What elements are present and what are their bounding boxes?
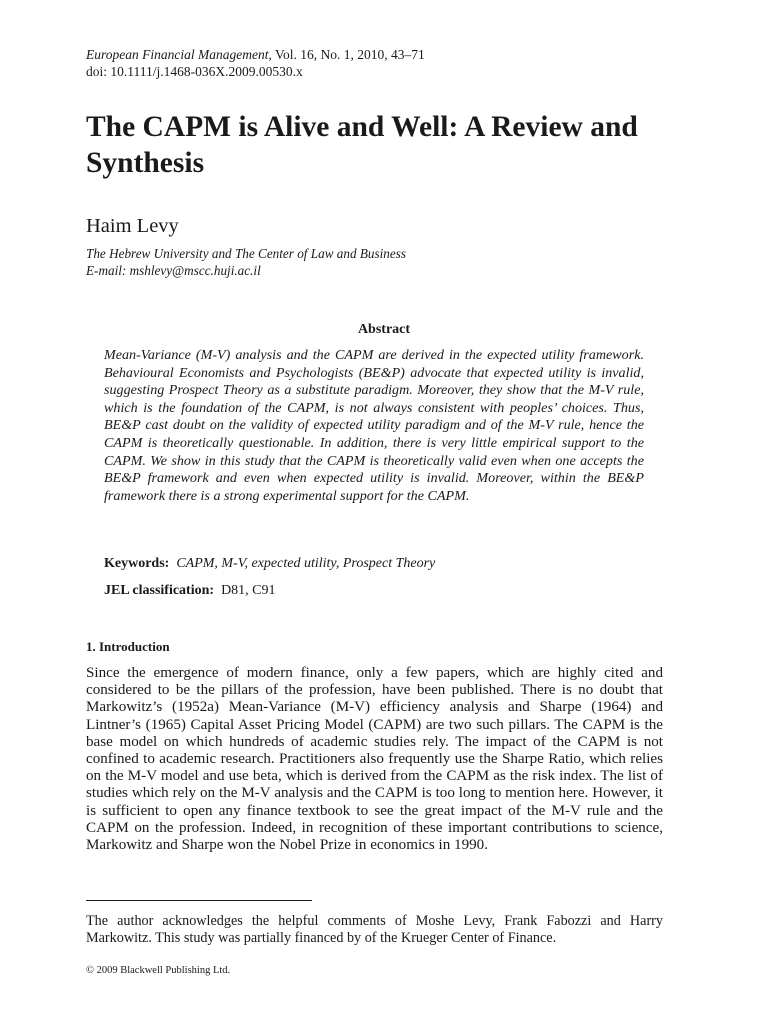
abstract-body: Mean-Variance (M-V) analysis and the CAPM are derived in the expected utility framework. Behavioural Economists and Psychologists (BE&P) advocate that expected utility is invalid, suggesting Prospect Theory as a substitute paradigm. Moreover, they show that the M-V rule, which is the foundation of the CAPM, is not always consistent with peoples’ choices. Thus, BE&P cast doubt on the validity of expected utility paradigm and of the M-V rule, hence the CAPM is theoretically questionable. In addition, there is very little empirical support to the CAPM. We show in this study that the CAPM is theoretically valid even when one accepts the BE&P framework and even when expected utility is invalid. Moreover, within the BE&P framework there is a strong experimental support for the CAPM. bbox=[104, 347, 644, 504]
copyright: © 2009 Blackwell Publishing Ltd. bbox=[86, 965, 231, 976]
doi: doi: 10.1111/j.1468-036X.2009.00530.x bbox=[86, 64, 303, 79]
journal-reference bbox=[86, 46, 425, 80]
author-name: Haim Levy bbox=[86, 215, 179, 237]
abstract-heading: Abstract bbox=[357, 322, 411, 337]
section-heading: 1. Introduction bbox=[86, 639, 170, 654]
keywords-label: Keywords: bbox=[104, 556, 170, 571]
journal-citation-line bbox=[86, 46, 425, 63]
affiliation: The Hebrew University and The Center of Law and Business bbox=[86, 246, 407, 261]
keywords-value: CAPM, M-V, expected utility, Prospect Theory bbox=[176, 556, 436, 571]
journal-name: European Financial Management bbox=[86, 47, 269, 62]
keywords bbox=[104, 555, 435, 573]
footnote-divider bbox=[86, 900, 312, 901]
jel-classification bbox=[104, 582, 276, 600]
jel-label: JEL classification: bbox=[104, 583, 215, 598]
email: E-mail: mshlevy@mscc.huji.ac.il bbox=[86, 263, 261, 278]
introduction-paragraph: Since the emergence of modern finance, only a few papers, which are highly cited and considered to be the pillars of the profession, have been published. There is no doubt that Markowitz’s (1952a) Mean-Variance (M-V) efficiency analysis and Sharpe (1964) and Lintner’s (1965) Capital Asset Pricing Model (CAPM) are two such pillars. The CAPM is the base model on which hundreds of academic studies rely. The impact of the CAPM is not confined to academic research. Practitioners also frequently use the Sharpe Ratio, which relies on the M-V model and use beta, which is derived from the CAPM as the risk index. The list of studies which rely on the M-V analysis and the CAPM is too long to mention here. However, it is sufficient to open any finance textbook to see the great impact of the M-V rule and the CAPM on the profession. Indeed, in recognition of these important contributions to science, Markowitz and Sharpe won the Nobel Prize in economics in 1990. bbox=[86, 665, 663, 854]
footnote: The author acknowledges the helpful comments of Moshe Levy, Frank Fabozzi and Harry Markowitz. This study was partially financed by of the Krueger Center of Finance. bbox=[86, 913, 663, 946]
paper-title: The CAPM is Alive and Well: A Review and Synthesis bbox=[86, 111, 638, 179]
journal-citation: , Vol. 16, No. 1, 2010, 43–71 bbox=[268, 47, 425, 62]
author-affiliation-block bbox=[86, 245, 406, 279]
jel-value: D81, C91 bbox=[221, 583, 276, 598]
